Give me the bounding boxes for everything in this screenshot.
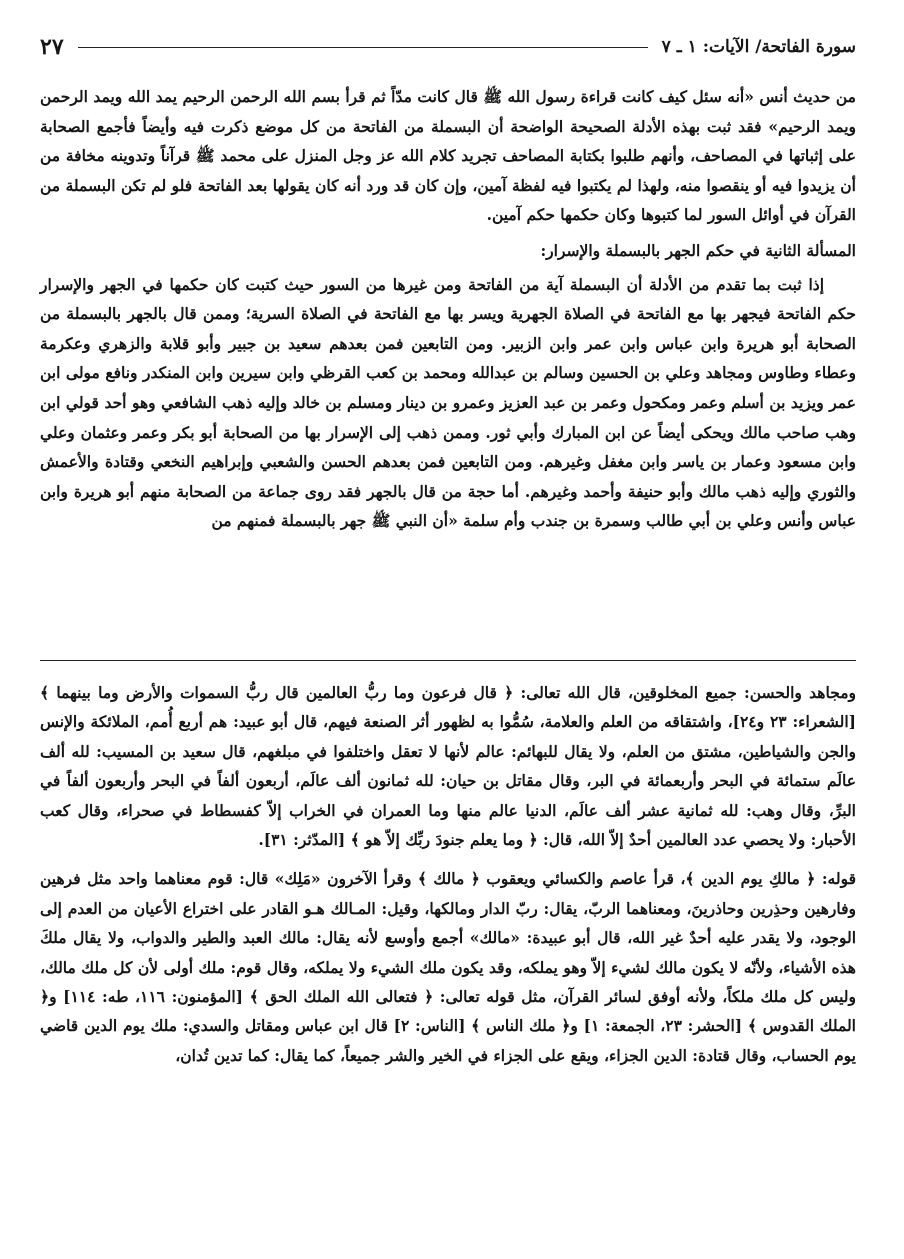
header-rule: [78, 47, 648, 48]
main-text: [40, 82, 856, 536]
page-header: [40, 30, 856, 64]
footnote-paragraph: قوله: ﴿ مالكِ يوم الدين ﴾، قرأ عاصم والكسائي ويعقوب ﴿ مالك ﴾ وقرأ الآخرون «مَلِك» قال: قوم معناهما واحد مثل فرهين وفارهين وحذِرين وحاذرينَ، ومعناهما الربّ، يقال: ربّ الدار ومالكها، وقيل: المـالك هـو القادر على اختراع الأعيان من العدم إلى الوجود، ولا يقدر عليه أحدٌ غير الله، قال أبو عبيدة: «مالك» أجمع وأوسع لأنه يقال: مالك العبد والطير والدواب، ولا يقال ملكَ هذه الأشياء، ولأنّه لا يكون مالك لشيء إلاّ وهو يملكه، وقد يكون ملك الشيء ولا يملكه، وقال قوم: ملك أولى لأن كل ملك مالك، وليس كل ملك ملكاً، ولأنه أوفق لسائر القرآن، مثل قوله تعالى: ﴿ فتعالى الله الملك الحق ﴾ [المؤمنون: ١١٦، طه: ١١٤] و﴿ الملك القدوس ﴾ [الحشر: ٢٣، الجمعة: ١] و﴿ ملك الناس ﴾ [الناس: ٢] قال ابن عباس ومقاتل والسدي: ملك يوم الدين قاضي يوم الحساب، وقال قتادة: الدين الجزاء، ويقع على الجزاء في الخير والشر جميعاً، كما يقال: كما تدين تُدان،: [40, 869, 856, 1065]
footnote-paragraph: ومجاهد والحسن: جميع المخلوقين، قال الله تعالى: ﴿ قال فرعون وما ربُّ العالمين قال ربُّ السموات والأرض وما بينهما ﴾ [الشعراء: ٢٣ و٢٤]، واشتقاقه من العلم والعلامة، سُمُّوا به لظهور أثر الصنعة فيهم، قال أبو عبيد: هم أربع أُمم، الملائكة والإنس والجن والشياطين، مشتق من العلم، ولا يقال للبهائم: عالم لأنها لا تعقل واختلفوا في مبلغهم، قال سعيد بن المسيب: لله ألف عالَم ستمائة في البحر وأربعمائة في البر، وقال مقاتل بن حيان: لله ثمانون ألف عالَم، أربعون ألفاً في البحر وأربعون ألفاً في البرِّ، وقال وهب: لله ثمانية عشر ألف عالَم، الدنيا عالم منها وما العمران في الخراب إلاّ كفسطاط في صحراء، وقال كعب الأحبار: ولا يحصي عدد العالمين أحدٌ إلاّ الله، قال: ﴿ وما يعلم جنودَ ربِّك إلاّ هو ﴾ [المدّثر: ٣١].: [40, 683, 856, 850]
main-paragraph: إذا ثبت بما تقدم من الأدلة أن البسملة آية من الفاتحة ومن غيرها من السور حيث كتبت كان حكمها في الجهر والإسرار حكم الفاتحة فيجهر بها مع الفاتحة في الصلاة الجهرية ويسر بها مع الفاتحة في الصلاة السرية؛ وممن قال بالجهر بالبسملة من الصحابة أبو هريرة وابن عباس وابن عمر وابن الزبير. ومن التابعين فمن بعدهم سعيد بن جبير وأبو قلابة والزهري وعكرمة وعطاء وطاوس ومجاهد وعلي بن الحسين وسالم بن عبدالله ومحمد بن كعب القرظي وابن سيرين وابن المنكدر ونافع مولى ابن عمر ويزيد بن أسلم وعمر ومكحول وعمر بن عبد العزيز وعمرو بن دينار ومسلم بن خالد وإليه ذهب الشافعي وهو أحد قولي ابن وهب صاحب مالك ويحكى أيضاً عن ابن المبارك وأبي ثور. وممن ذهب إلى الإسرار بها من الصحابة أبو بكر وعمر وعثمان وعلي وابن مسعود وعمار بن ياسر وابن مغفل وغيرهم. ومن التابعين فمن بعدهم الحسن والشعبي وإبراهيم النخعي وقتادة والأعمش والثوري وإليه ذهب مالك وأبو حنيفة وأحمد وغيرهم. أما حجة من قال بالجهر فقد روى جماعة من الصحابة منهم أبو هريرة وابن عباس وأنس وعلي بن أبي طالب وسمرة بن جندب وأم سلمة «أن النبي ﷺ جهر بالبسملة فمنهم من: [40, 274, 856, 531]
page-number: ٢٧: [40, 34, 64, 60]
section-heading: المسألة الثانية في حكم الجهر بالبسملة والإسرار:: [540, 240, 856, 260]
main-paragraph: من حديث أنس «أنه سئل كيف كانت قراءة رسول الله ﷺ قال كانت مدّاً ثم قرأ بسم الله الرحمن الرحيم يمد الله ويمد الرحمن ويمد الرحيم» فقد ثبت بهذه الأدلة الصحيحة الواضحة أن البسملة من الفاتحة من كل موضع ذكرت فيه وأيضاً فأجمع الصحابة على إثباتها في المصاحف، وأنهم طلبوا بكتابة المصاحف تجريد كلام الله عز وجل المنزل على محمد ﷺ قرآناً وتدوينه مخافة من أن يزيدوا فيه أو ينقصوا منه، ولهذا لم يكتبوا فيه لفظة آمين، وإن كان قد ورد أنه كان يقولها بعد الفاتحة فلو لم تكن البسملة من القرآن في أوائل السور لما كتبوها وكان حكمها حكم آمين.: [40, 87, 856, 225]
footnote-separator: [40, 660, 856, 661]
running-title: سورة الفاتحة/ الآيات: ١ ـ ٧: [661, 37, 856, 57]
footnotes: [40, 678, 856, 1080]
